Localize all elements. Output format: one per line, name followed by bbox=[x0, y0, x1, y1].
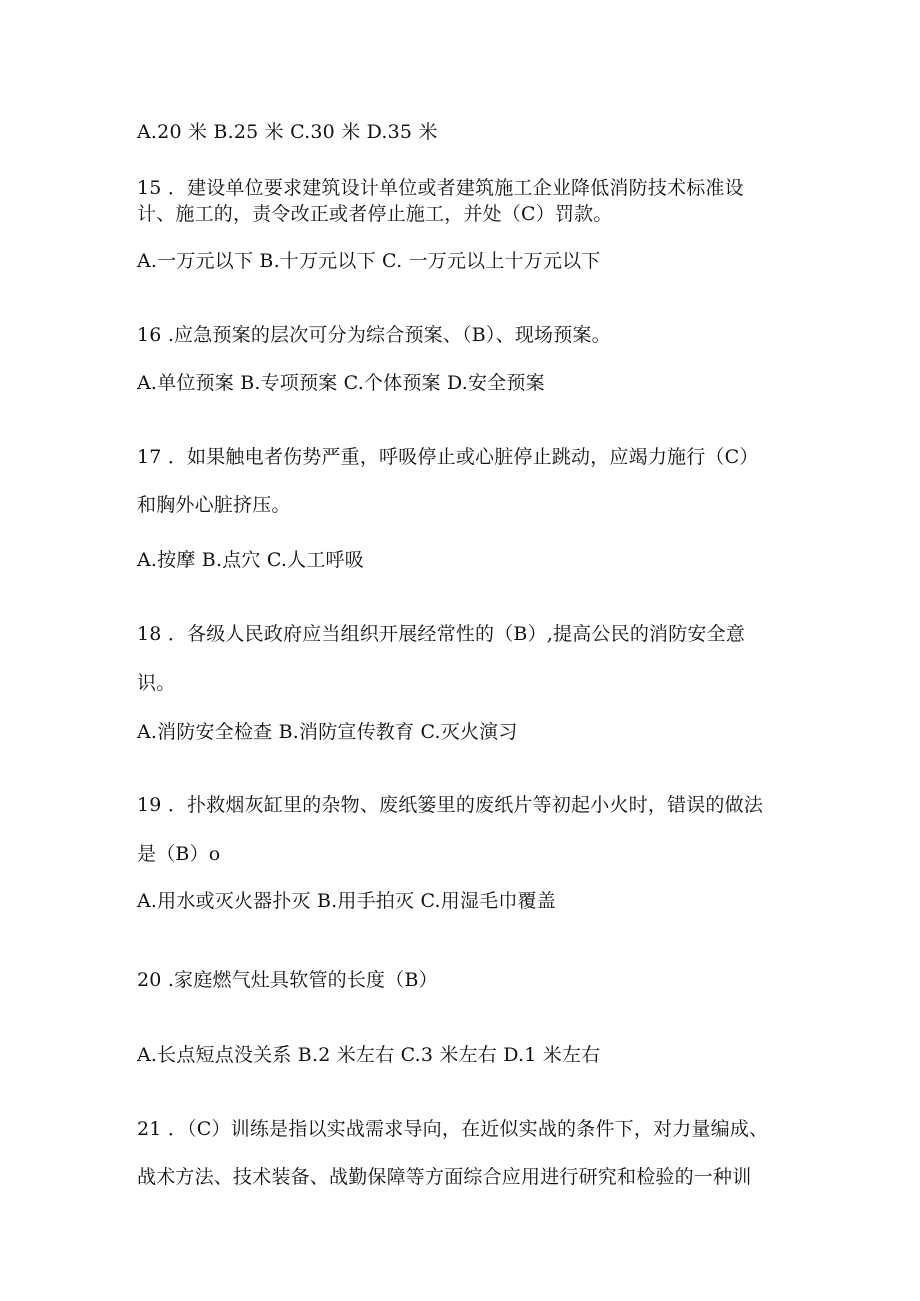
q18-question-line-2: 识。 bbox=[137, 672, 176, 694]
q15-options: A.一万元以下 B.十万元以下 C. 一万元以上十万元以下 bbox=[137, 250, 601, 272]
q20-options: A.长点短点没关系 B.2 米左右 C.3 米左右 D.1 米左右 bbox=[137, 1044, 601, 1066]
q15-question-line-1: 15 ．建设单位要求建筑设计单位或者建筑施工企业降低消防技术标准设 bbox=[137, 177, 744, 199]
q19-options: A.用水或灭火器扑灭 B.用手拍灭 C.用湿毛巾覆盖 bbox=[137, 890, 556, 912]
q17-question-line-1: 17 ．如果触电者伤势严重，呼吸停止或心脏停止跳动，应竭力施行（C） bbox=[137, 446, 759, 468]
q14-options: A.20 米 B.25 米 C.30 米 D.35 米 bbox=[137, 121, 438, 143]
q17-question-line-2: 和胸外心脏挤压。 bbox=[137, 494, 291, 516]
q21-question-line-1: 21 ．（C）训练是指以实战需求导向，在近似实战的条件下，对力量编成、 bbox=[137, 1118, 769, 1140]
q17-options: A.按摩 B.点穴 C.人工呼吸 bbox=[137, 549, 364, 571]
q19-question-line-2: 是（B）o bbox=[137, 843, 221, 865]
q21-question-line-2: 战术方法、技术装备、战勤保障等方面综合应用进行研究和检验的一种训 bbox=[137, 1166, 752, 1188]
q18-question-line-1: 18 ．各级人民政府应当组织开展经常性的（B）,提高公民的消防安全意 bbox=[137, 623, 746, 645]
q18-options: A.消防安全检查 B.消防宣传教育 C.灭火演习 bbox=[137, 721, 518, 743]
q16-options: A.单位预案 B.专项预案 C.个体预案 D.安全预案 bbox=[137, 372, 545, 394]
q19-question-line-1: 19 ．扑救烟灰缸里的杂物、废纸篓里的废纸片等初起小火时，错误的做法 bbox=[137, 794, 764, 816]
q20-question: 20 .家庭燃气灶具软管的长度（B） bbox=[137, 969, 438, 991]
q16-question: 16 .应急预案的层次可分为综合预案、（B）、现场预案。 bbox=[137, 324, 611, 346]
q15-question-line-2: 计、施工的，责令改正或者停止施工，并处（C）罚款。 bbox=[137, 203, 613, 225]
